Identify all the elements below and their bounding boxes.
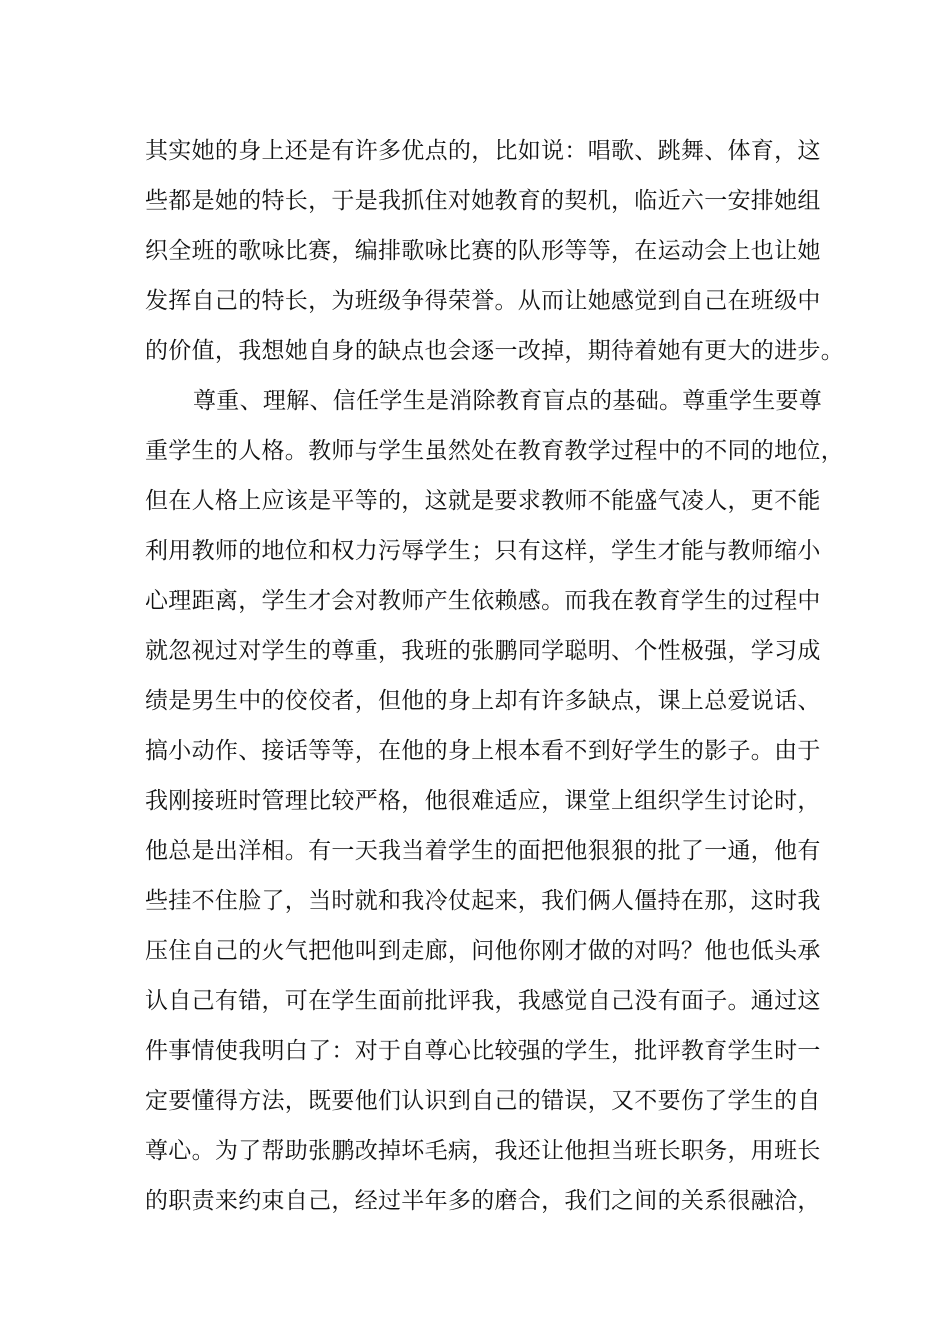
- text-line: 些挂不住脸了，当时就和我冷仗起来，我们俩人僵持在那，这时我: [145, 888, 821, 914]
- text-line: 认自己有错，可在学生面前批评我，我感觉自己没有面子。通过这: [145, 988, 821, 1014]
- text-line: 重学生的人格。教师与学生虽然处在教育教学过程中的不同的地位，: [145, 438, 844, 464]
- text-line: 织全班的歌咏比赛，编排歌咏比赛的队形等等，在运动会上也让她: [145, 238, 821, 264]
- text-line: 就忽视过对学生的尊重，我班的张鹏同学聪明、个性极强，学习成: [145, 638, 821, 664]
- text-line: 件事情使我明白了：对于自尊心比较强的学生，批评教育学生时一: [145, 1038, 821, 1064]
- text-line: 搞小动作、接话等等，在他的身上根本看不到好学生的影子。由于: [145, 738, 821, 764]
- text-line: 压住自己的火气把他叫到走廊，问他你刚才做的对吗？他也低头承: [145, 938, 821, 964]
- text-line: 的职责来约束自己，经过半年多的磨合，我们之间的关系很融洽，: [145, 1188, 821, 1214]
- text-line: 绩是男生中的佼佼者，但他的身上却有许多缺点，课上总爱说话、: [145, 688, 821, 714]
- text-line: 发挥自己的特长，为班级争得荣誉。从而让她感觉到自己在班级中: [145, 288, 821, 314]
- text-line: 定要懂得方法，既要他们认识到自己的错误，又不要伤了学生的自: [145, 1088, 821, 1114]
- text-line: 些都是她的特长，于是我抓住对她教育的契机，临近六一安排她组: [145, 188, 821, 214]
- text-line: 的价值，我想她自身的缺点也会逐一改掉，期待着她有更大的进步。: [145, 338, 844, 364]
- text-line: 心理距离，学生才会对教师产生依赖感。而我在教育学生的过程中: [145, 588, 821, 614]
- text-line: 但在人格上应该是平等的，这就是要求教师不能盛气凌人，更不能: [145, 488, 821, 514]
- text-line: 利用教师的地位和权力污辱学生；只有这样，学生才能与教师缩小: [145, 538, 821, 564]
- text-line: 其实她的身上还是有许多优点的，比如说：唱歌、跳舞、体育，这: [145, 138, 821, 164]
- text-line: 我刚接班时管理比较严格，他很难适应，课堂上组织学生讨论时，: [145, 788, 821, 814]
- text-line: 尊心。为了帮助张鹏改掉坏毛病，我还让他担当班长职务，用班长: [145, 1138, 821, 1164]
- paragraph-first-line: 尊重、理解、信任学生是消除教育盲点的基础。尊重学生要尊: [193, 388, 823, 414]
- text-line: 他总是出洋相。有一天我当着学生的面把他狠狠的批了一通，他有: [145, 838, 821, 864]
